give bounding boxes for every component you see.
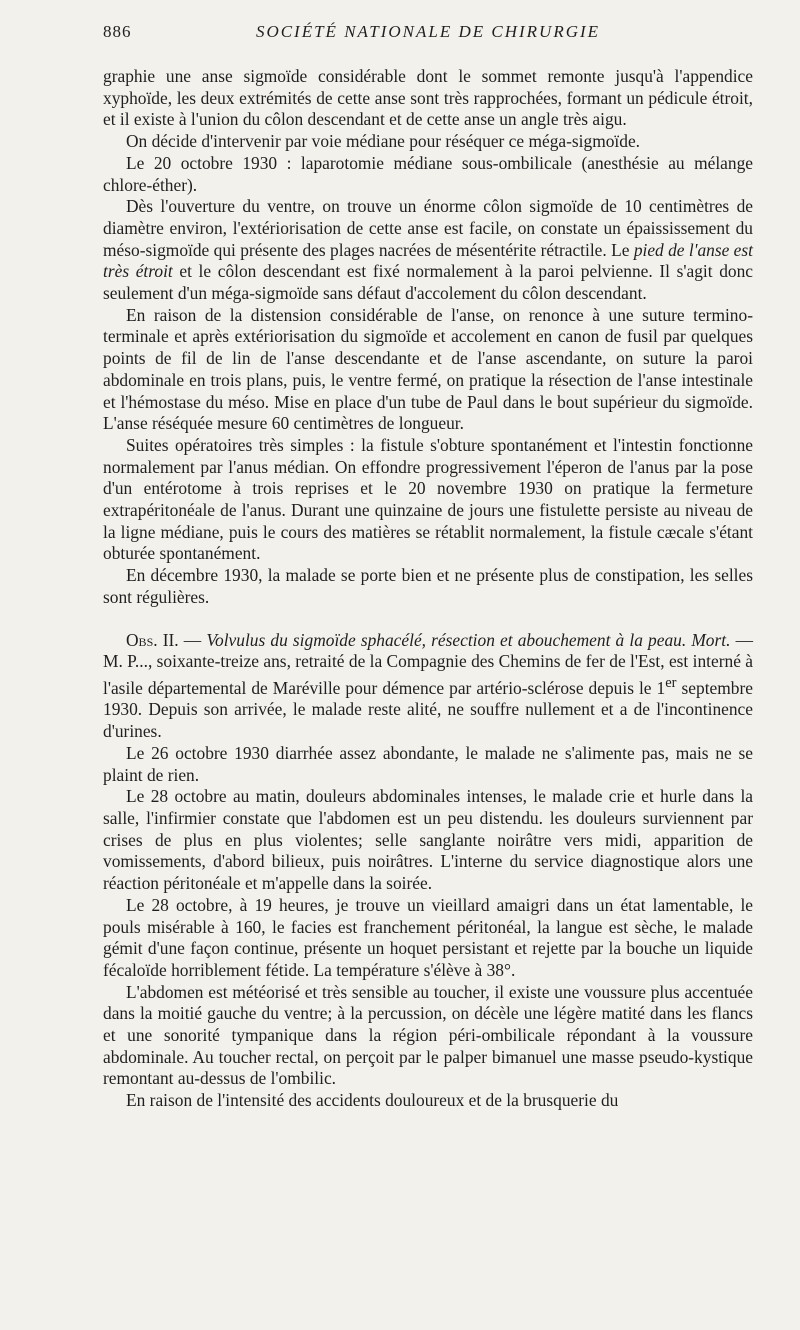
text-span: Dès l'ouverture du ventre, on trouve un énorme côlon sigmoïde de 10 centimètres de diamètre environ, l'extériorisation de cette anse est facile, on constate un épaississement du méso-sigmoïde qui présente des plages nacrées de mésentérite rétractile. Le bbox=[103, 196, 753, 260]
text-span: Le 28 octobre, à 19 heures, je trouve un vieillard amaigri dans un état lamentable, le pouls misérable à 160, le facies est franchement péritonéal, la langue est sèche, le malade gémit d'une façon continue, présente un hoquet persistant et rejette par la bouche un liquide fécaloïde horriblement fétide. La température s'élève à 38°. bbox=[103, 894, 753, 980]
text-span: — M. P..., soixante-treize ans, retraité de la Compagnie des Chemins de fer de l'Est, est interné à l'asile départemental de Maréville pour démence par artério-sclérose depuis le 1 bbox=[103, 629, 753, 698]
text-span: et le côlon descendant est fixé normalement à la paroi pelvienne. Il s'agit donc seulement d'un méga-sigmoïde sans défaut d'accolement du côlon descendant. bbox=[103, 261, 753, 304]
paragraph bbox=[103, 786, 753, 895]
page-header bbox=[103, 22, 753, 48]
running-title: SOCIÉTÉ NATIONALE DE CHIRURGIE bbox=[255, 22, 601, 41]
text-span: — bbox=[178, 629, 207, 650]
paragraph bbox=[103, 153, 753, 196]
body-text bbox=[103, 66, 753, 1112]
text-span: graphie une anse sigmoïde considérable dont le sommet remonte jusqu'à l'appendice xyphoïde, les deux extrémités de cette anse sont très rapprochées, formant un pédicule étroit, et il existe à l'union du côlon descendant et de cette anse un angle très aigu. bbox=[103, 66, 753, 130]
italic-text: pied de l'anse est très étroit bbox=[103, 239, 753, 282]
paragraph bbox=[103, 895, 753, 982]
text-span: On décide d'intervenir par voie médiane pour réséquer ce méga-sigmoïde. bbox=[126, 131, 641, 152]
text-span: Obs. II. bbox=[126, 629, 179, 650]
paragraph bbox=[103, 305, 753, 435]
paragraph bbox=[103, 131, 753, 153]
observation-heading-paragraph bbox=[103, 630, 753, 743]
paragraph bbox=[103, 565, 753, 608]
paragraph bbox=[103, 66, 753, 131]
paragraph bbox=[103, 743, 753, 786]
italic-text: Volvulus du sigmoïde sphacélé, résection et abouchement à la peau. Mort. bbox=[206, 629, 731, 650]
paragraph bbox=[103, 1090, 753, 1112]
page-number: 886 bbox=[103, 22, 132, 41]
text-span: Suites opératoires très simples : la fistule s'obture spontanément et l'intestin fonctionne normalement par l'anus médian. On effondre progressivement l'éperon de l'anus par la pose d'un entérotome à trois reprises et le 20 novembre 1930 on pratique la fermeture extrapéritonéale de l'anus. Durant une quinzaine de jours une fistulette persiste au niveau de la ligne médiane, puis le cours des matières se rétablit normalement, la fistule cæcale s'étant obturée spontanément. bbox=[103, 434, 753, 564]
text-span: L'abdomen est météorisé et très sensible au toucher, il existe une voussure plus accentuée dans la moitié gauche du ventre; à la percussion, on décèle une légère matité dans les flancs et une sonorité tympanique dans la région péri-ombilicale répondant à la voussure abdominale. Au toucher rectal, on perçoit par le palper bimanuel une masse pseudo-kystique remontant au-dessus de l'ombilic. bbox=[103, 981, 753, 1089]
superscript: er bbox=[665, 674, 677, 691]
paragraph bbox=[103, 982, 753, 1091]
text-span: En raison de l'intensité des accidents douloureux et de la brusquerie du bbox=[126, 1090, 619, 1111]
text-span: Le 28 octobre au matin, douleurs abdominales intenses, le malade crie et hurle dans la salle, l'infirmier constate que l'abdomen est un peu distendu. les douleurs surviennent par crises de plus en plus violentes; selle sanglante noirâtre vers midi, apparition de vomissements, d'abord bilieux, puis noirâtres. L'interne du service diagnostique alors une réaction péritonéale et m'appelle dans la soirée. bbox=[103, 786, 753, 894]
paragraph bbox=[103, 196, 753, 305]
text-span: Le 26 octobre 1930 diarrhée assez abondante, le malade ne s'alimente pas, mais ne se plaint de rien. bbox=[103, 742, 753, 785]
text-span: En raison de la distension considérable de l'anse, on renonce à une suture termino-terminale et après extériorisation du sigmoïde et accolement en canon de fusil par quelques points de fil de lin de l'anse descendante et de l'anse ascendante, on suture la paroi abdominale en trois plans, puis, le ventre fermé, on pratique la résection de l'anse intestinale et l'hémostase du méso. Mise en place d'un tube de Paul dans le bout supérieur du sigmoïde. L'anse réséquée mesure 60 centimètres de longueur. bbox=[103, 304, 753, 434]
text-span: En décembre 1930, la malade se porte bien et ne présente plus de constipation, les selles sont régulières. bbox=[103, 565, 753, 607]
text-span: Le 20 octobre 1930 : laparotomie médiane sous-ombilicale (anesthésie au mélange chlore-éther). bbox=[103, 152, 753, 195]
text-span: septembre 1930. Depuis son arrivée, le malade reste alité, ne souffre nullement et a de l'incontinence d'urines. bbox=[103, 677, 753, 742]
paragraph bbox=[103, 435, 753, 565]
